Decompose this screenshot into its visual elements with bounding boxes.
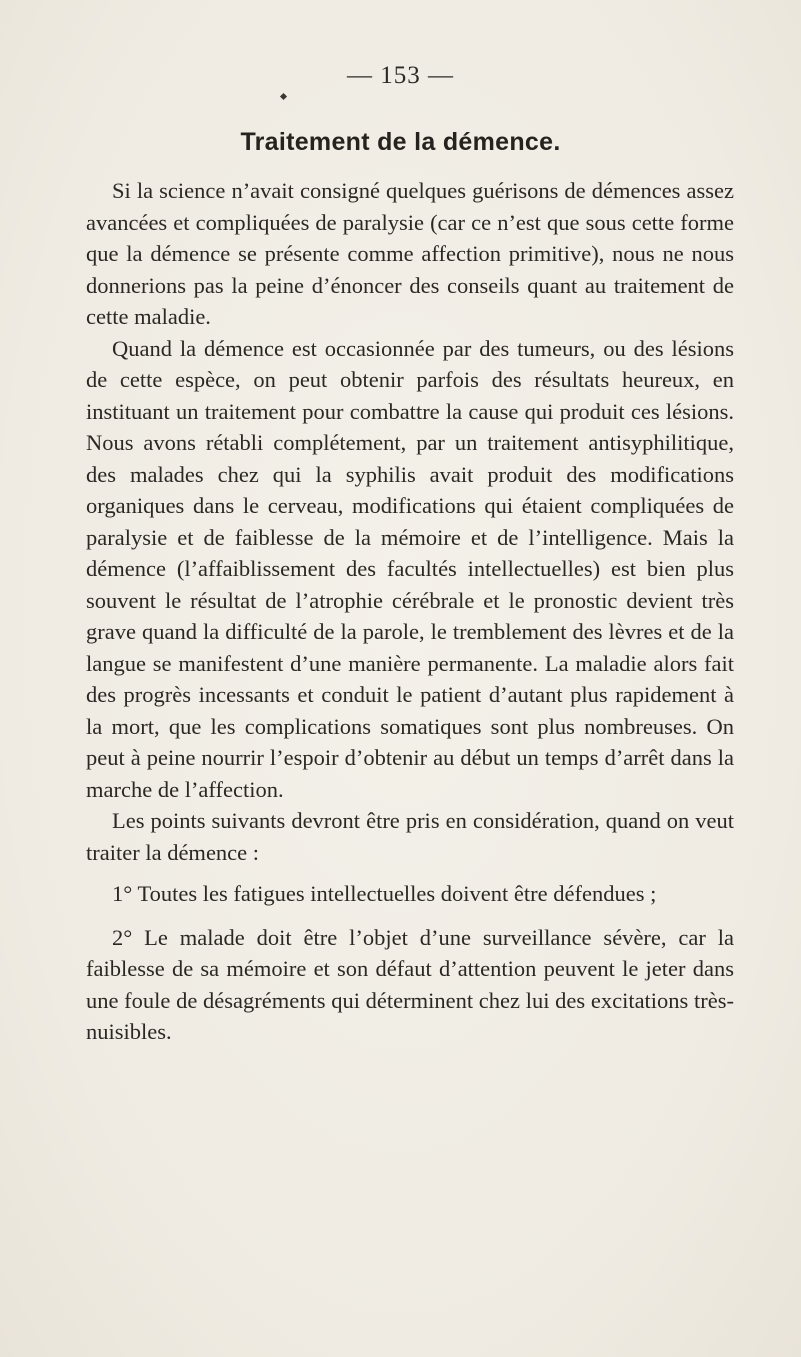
- page-number: — 153 —: [347, 62, 454, 89]
- paragraph: Si la science n’avait consigné quelques guérisons de démences assez avancées et compliquées de paralysie (car ce n’est que sous cette forme que la démence se présente comme affection primitive), nous ne nous donnerions pas la peine d’énoncer des conseils quant au traitement de cette maladie.: [86, 178, 734, 329]
- chapter-title: Traitement de la démence.: [240, 128, 561, 156]
- list-item: 2° Le malade doit être l’objet d’une surveillance sévère, car la faiblesse de sa mémoire et son défaut d’attention peuvent le jeter dans une foule de désagréments qui déterminent chez lui des excitations très-nuisibles.: [86, 924, 734, 1044]
- ornament-mark: [280, 93, 287, 100]
- paragraph: Les points suivants devront être pris en considération, quand on veut traiter la démence :: [86, 808, 734, 865]
- paragraph: Quand la démence est occasionnée par des tumeurs, ou des lésions de cette espèce, on peut obtenir parfois des résultats heureux, en instituant un traitement pour combattre la cause qui produit ces lésions. Nous avons rétabli complétement, par un traitement antisyphilitique, des malades chez qui la syphilis avait produit des modifications organiques dans le cerveau, modifications qui étaient compliquées de paralysie et de faiblesse de la mémoire et de l’intelligence. Mais la démence (l’affaiblissement des facultés intellectuelles) est bien plus souvent le résultat de l’atrophie cérébrale et le pronostic devient très grave quand la difficulté de la parole, le tremblement des lèvres et de la langue se manifestent d’une manière permanente. La maladie alors fait des progrès incessants et conduit le patient d’autant plus rapidement à la mort, que les complications somatiques sont plus nombreuses. On peut à peine nourrir l’espoir d’obtenir au début un temps d’arrêt dans la marche de l’affection.: [86, 335, 734, 802]
- body-text: [86, 175, 734, 1048]
- list-item: 1° Toutes les fatigues intellectuelles doivent être défendues ;: [112, 881, 657, 906]
